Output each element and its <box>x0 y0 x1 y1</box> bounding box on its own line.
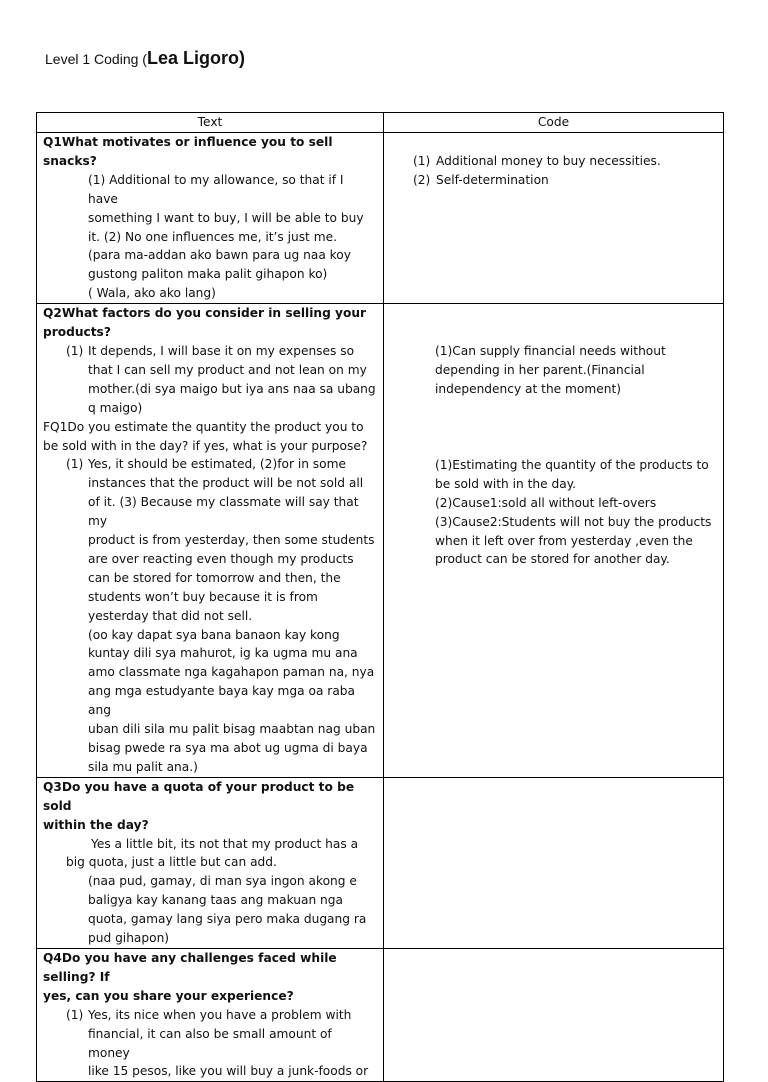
code-line: independency at the moment) <box>435 381 622 396</box>
table-row <box>37 777 724 948</box>
question-q4-cont: yes, can you share your experience? <box>43 988 294 1003</box>
question-q3-cont: within the day? <box>43 817 149 832</box>
question-q1: Q1What motivates or influence you to sell snacks? <box>43 135 333 168</box>
answer-line: gustong paliton maka palit gihapon ko) <box>88 267 328 282</box>
table-header-row <box>37 113 724 133</box>
code-line: (2)Cause1:sold all without left-overs <box>435 495 657 510</box>
answer-line: (1) Additional to my allowance, so that if I have <box>88 172 344 206</box>
code-line: (1)Estimating the quantity of the products to <box>435 457 709 472</box>
answer-line: that I can sell my product and not lean on my <box>88 362 367 377</box>
answer-line: bisag pwede ra sya ma abot ug ugma di baya <box>88 741 368 755</box>
question-q4: Q4Do you have any challenges faced while selling? If <box>43 950 337 984</box>
interviewee-name: Lea Ligoro) <box>146 48 245 68</box>
answer-line: (oo kay dapat sya bana banaon kay kong <box>88 627 340 642</box>
table-row <box>37 304 724 778</box>
answer-line: something I want to buy, I will be able to buy <box>88 210 364 225</box>
header-text: Text <box>37 113 384 133</box>
answer-line: amo classmate nga kagahapon paman na, nya <box>88 665 375 680</box>
header-code: Code <box>384 113 724 133</box>
answer-line: (naa pud, gamay, di man sya ingon akong e <box>88 874 357 889</box>
text-cell-q4 <box>37 948 384 1081</box>
text-cell-q3 <box>37 777 384 948</box>
answer-line: kuntay dili sya mahurot, ig ka ugma mu ana <box>88 646 358 661</box>
code-line: (3)Cause2:Students will not buy the products <box>435 514 712 529</box>
answer-line: sila mu palit ana.) <box>88 759 198 774</box>
text-cell-q2 <box>37 304 384 778</box>
question-q3: Q3Do you have a quota of your product to be sold <box>43 779 355 813</box>
code-line: when it left over from yesterday ,even the <box>435 533 693 548</box>
answer-line: like 15 pesos, like you will buy a junk-foods or <box>88 1064 369 1079</box>
followup-question-cont: be sold with in the day? if yes, what is your purpose? <box>43 438 368 453</box>
coding-table <box>36 112 724 1082</box>
table-row <box>37 948 724 1081</box>
code-line: (1)Can supply financial needs without <box>435 344 666 359</box>
document-title <box>45 48 245 69</box>
answer-line: can be stored for tomorrow and then, the <box>88 570 341 585</box>
code-line: depending in her parent.(Financial <box>435 363 645 378</box>
answer-line: are over reacting even though my products <box>88 551 354 566</box>
answer-line: quota, gamay lang siya pero maka dugang ra <box>88 912 367 927</box>
answer-line: instances that the product will be not sold all <box>88 476 364 491</box>
answer-item: (1) Yes, its nice when you have a problem with <box>66 1007 352 1022</box>
answer-line: ( Wala, ako ako lang) <box>88 286 216 301</box>
answer-item: (1) Yes, it should be estimated, (2)for in some <box>66 457 346 472</box>
code-cell-q4 <box>384 948 724 1081</box>
answer-line: it. (2) No one influences me, it’s just me. <box>88 229 337 244</box>
answer-line: Yes a little bit, its not that my product has a <box>91 836 359 851</box>
answer-line: big quota, just a little but can add. <box>66 855 277 870</box>
code-cell-q3 <box>384 777 724 948</box>
answer-line: students won’t buy because it is from <box>88 589 318 604</box>
answer-line: (para ma-addan ako bawn para ug naa koy <box>88 248 351 263</box>
answer-line: yesterday that did not sell. <box>88 608 253 623</box>
answer-line: product is from yesterday, then some students <box>88 533 375 548</box>
code-item: (1) Additional money to buy necessities. <box>413 154 661 168</box>
answer-line: financial, it can also be small amount of money <box>88 1026 332 1060</box>
text-cell-q1 <box>37 133 384 304</box>
answer-item: (1) It depends, I will base it on my expenses so <box>66 343 355 358</box>
answer-line: pud gihapon) <box>88 931 170 946</box>
answer-line: ang mga estudyante baya kay mga oa raba ang <box>88 684 355 718</box>
code-item: (2) Self-determination <box>413 172 549 187</box>
answer-line: mother.(di sya maigo but iya ans naa sa ubang <box>88 381 376 396</box>
followup-question: FQ1Do you estimate the quantity the product you to <box>43 419 364 434</box>
question-q2: Q2What factors do you consider in selling your <box>43 306 367 321</box>
title-prefix: Level 1 Coding ( <box>45 51 147 67</box>
code-cell-q2 <box>384 304 724 778</box>
code-cell-q1 <box>384 133 724 304</box>
answer-line: uban dili sila mu palit bisag maabtan nag uban <box>88 722 376 737</box>
table-row <box>37 133 724 304</box>
code-line: product can be stored for another day. <box>435 552 670 567</box>
answer-line: of it. (3) Because my classmate will say that my <box>88 495 359 529</box>
question-q2-cont: products? <box>43 325 111 340</box>
answer-line: baligya kay kanang taas ang makuan nga <box>88 893 343 908</box>
code-line: be sold with in the day. <box>435 476 577 491</box>
answer-line: q maigo) <box>88 400 143 415</box>
